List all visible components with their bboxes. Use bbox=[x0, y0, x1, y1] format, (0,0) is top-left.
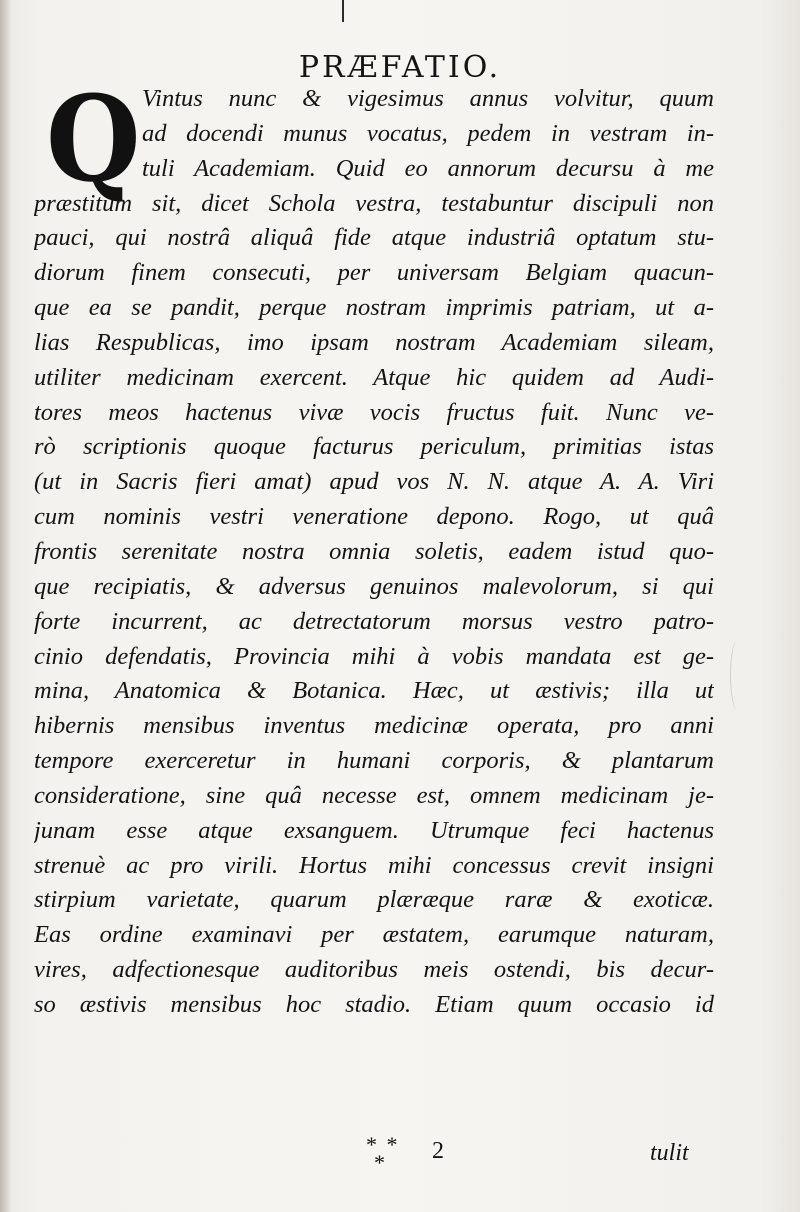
text-line: (ut in Sacris fieri amat) apud vos N. N. atque A. A. Viri bbox=[34, 468, 714, 496]
text-line: pauci, qui nostrâ aliquâ fide atque industriâ optatum stu- bbox=[34, 224, 714, 252]
signature-mark: * * bbox=[366, 1132, 400, 1157]
text-line: que ea se pandit, perque nostram imprimis patriam, ut a- bbox=[34, 294, 714, 322]
text-line: utiliter medicinam exercent. Atque hic quidem ad Audi- bbox=[34, 363, 714, 391]
text-line: præstitum sit, dicet Schola vestra, testabuntur discipuli non bbox=[34, 189, 714, 217]
text-line: tuli Academiam. Quid eo annorum decursu à me bbox=[142, 154, 714, 182]
text-line: rò scriptionis quoque facturus periculum, primitias istas bbox=[34, 433, 714, 461]
drop-cap: Q bbox=[46, 69, 141, 208]
text-line: forte incurrent, ac detrectatorum morsus vestro patro- bbox=[34, 607, 714, 635]
text-line: cum nominis vestri veneratione depono. Rogo, ut quâ bbox=[34, 503, 714, 531]
text-line: diorum finem consecuti, per universam Belgiam quacun- bbox=[34, 259, 714, 287]
text-line: tempore exerceretur in humani corporis, & plantarum bbox=[34, 747, 714, 775]
paper-smudge bbox=[730, 640, 745, 710]
page-gutter-shadow bbox=[0, 0, 10, 1212]
text-line: hibernis mensibus inventus medicinæ operata, pro anni bbox=[34, 712, 714, 740]
text-line: strenuè ac pro virili. Hortus mihi concessus crevit insigni bbox=[34, 851, 714, 879]
text-line: tores meos hactenus vivæ vocis fructus fuit. Nunc ve- bbox=[34, 398, 714, 426]
page-footer bbox=[0, 1132, 800, 1192]
text-line: consideratione, sine quâ necesse est, omnem medicinam je- bbox=[34, 781, 714, 809]
page-title: PRÆFATIO. bbox=[298, 50, 502, 86]
text-line: que recipiatis, & adversus genuinos malevolorum, si qui bbox=[34, 572, 714, 600]
text-line: mina, Anatomica & Botanica. Hæc, ut æstivis; illa ut bbox=[34, 677, 714, 705]
text-line: Vintus nunc & vigesimus annus volvitur, quum bbox=[142, 85, 714, 112]
text-line: Eas ordine examinavi per æstatem, earumque naturam, bbox=[34, 921, 714, 949]
text-line: lias Respublicas, imo ipsam nostram Academiam sileam, bbox=[34, 328, 714, 356]
text-line: stirpium varietate, quarum plæræque raræ & exoticæ. bbox=[34, 886, 714, 914]
gutter-mark bbox=[342, 0, 344, 22]
text-line: junam esse atque exsanguem. Utrumque feci hactenus bbox=[34, 816, 714, 844]
text-line: vires, adfectionesque auditoribus meis ostendi, bis decur- bbox=[34, 956, 714, 984]
body-text bbox=[34, 69, 714, 1023]
text-line: cinio defendatis, Provincia mihi à vobis mandata est ge- bbox=[34, 642, 714, 670]
text-line: ad docendi munus vocatus, pedem in vestram in- bbox=[142, 119, 714, 147]
signature-mark-dot: * bbox=[374, 1150, 387, 1175]
text-line: so æstivis mensibus hoc stadio. Etiam quum occasio id bbox=[34, 990, 714, 1018]
catchword: tulit bbox=[650, 1140, 689, 1166]
page-number: 2 bbox=[432, 1138, 444, 1164]
text-line: frontis serenitate nostra omnia soletis, eadem istud quo- bbox=[34, 537, 714, 565]
